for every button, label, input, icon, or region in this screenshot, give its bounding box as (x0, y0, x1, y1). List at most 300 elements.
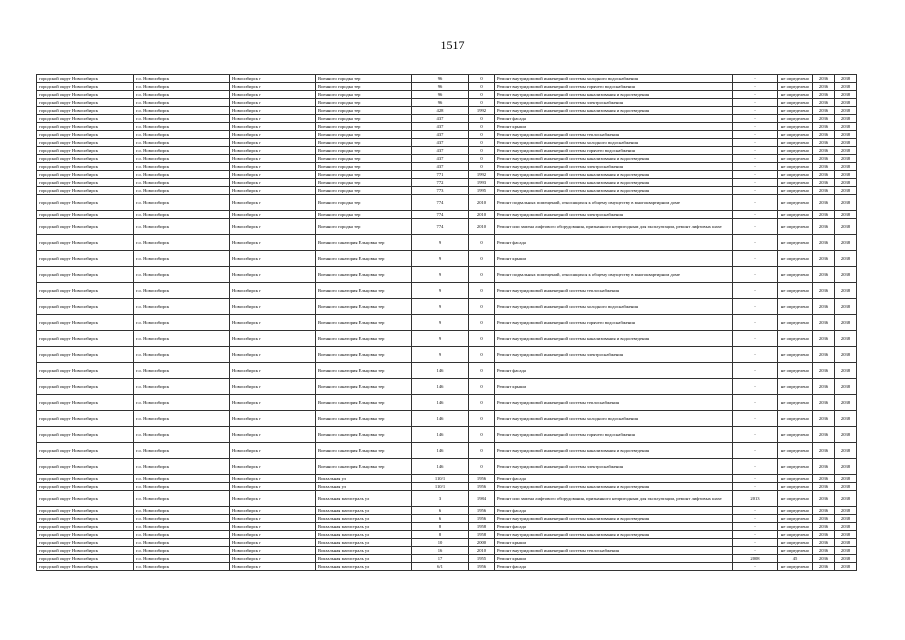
cell-street: Военного городка тер (316, 155, 412, 163)
cell-start-year: 2036 (813, 91, 835, 99)
cell-build-year: 2010 (469, 195, 495, 211)
cell-last-repair-year: - (733, 563, 778, 571)
cell-street: Военного городка тер (316, 195, 412, 211)
cell-last-repair-year: - (733, 531, 778, 539)
cell-end-year: 2038 (835, 531, 857, 539)
cell-work-type: Ремонт внутридомовой инженерной системы холодного водоснабжения (495, 299, 733, 315)
cell-end-year: 2038 (835, 347, 857, 363)
cell-start-year: 2036 (813, 131, 835, 139)
cell-work-type: Ремонт внутридомовой инженерной системы электроснабжения (495, 99, 733, 107)
cell-build-year: 1956 (469, 483, 495, 491)
cell-build-year: 0 (469, 83, 495, 91)
cell-start-year: 2036 (813, 251, 835, 267)
table-row (37, 83, 857, 91)
cell-last-repair-year: - (733, 139, 778, 147)
cell-last-repair-year: - (733, 219, 778, 235)
cell-end-year: 2038 (835, 443, 857, 459)
cell-build-year: 0 (469, 347, 495, 363)
cell-last-repair-year: - (733, 131, 778, 139)
cell-settlement: Новосибирск г (230, 195, 316, 211)
cell-street: Военного городка тер (316, 107, 412, 115)
cell-municipality: г.о. Новосибирск (134, 195, 230, 211)
cell-end-year: 2038 (835, 171, 857, 179)
cell-settlement: Новосибирск г (230, 163, 316, 171)
cell-work-type: Ремонт подвальных помещений, относящихся к общему имуществу в многоквартирном доме (495, 267, 733, 283)
cell-build-year: 0 (469, 75, 495, 83)
table-row (37, 163, 857, 171)
cell-settlement: Новосибирск г (230, 443, 316, 459)
cell-street: Военного городка тер (316, 163, 412, 171)
cell-municipal-district: городской округ Новосибирск (37, 131, 134, 139)
cell-municipality: г.о. Новосибирск (134, 563, 230, 571)
cell-municipal-district: городской округ Новосибирск (37, 411, 134, 427)
cell-street: Военного городка тер (316, 91, 412, 99)
cell-build-year: 2010 (469, 219, 495, 235)
cell-build-year: 0 (469, 395, 495, 411)
cell-municipality: г.о. Новосибирск (134, 523, 230, 531)
cell-house-number: 146 (412, 443, 469, 459)
table-row (37, 515, 857, 523)
cell-municipal-district: городской округ Новосибирск (37, 299, 134, 315)
table-row (37, 123, 857, 131)
cell-work-type: Ремонт внутридомовой инженерной системы теплоснабжения (495, 131, 733, 139)
cell-street: Военного городка тер (316, 75, 412, 83)
cell-build-year: 0 (469, 131, 495, 139)
cell-work-type: Ремонт внутридомовой инженерной системы электроснабжения (495, 163, 733, 171)
cell-end-year: 2038 (835, 187, 857, 195)
cell-start-year: 2036 (813, 347, 835, 363)
cell-house-number: 437 (412, 131, 469, 139)
cell-last-repair-year: - (733, 363, 778, 379)
cell-street: Военного городка тер (316, 171, 412, 179)
cell-house-number: 146 (412, 395, 469, 411)
cell-street: Военного санатория Ельцовка тер (316, 315, 412, 331)
cell-municipality: г.о. Новосибирск (134, 443, 230, 459)
cell-start-year: 2036 (813, 155, 835, 163)
cell-street: Военного городка тер (316, 131, 412, 139)
cell-work-type: Ремонт фасада (495, 235, 733, 251)
cell-build-year: 2000 (469, 539, 495, 547)
table-row (37, 315, 857, 331)
table-row (37, 187, 857, 195)
cell-municipality: г.о. Новосибирск (134, 115, 230, 123)
cell-cost: не определено (778, 331, 813, 347)
cell-settlement: Новосибирск г (230, 219, 316, 235)
cell-end-year: 2038 (835, 315, 857, 331)
cell-end-year: 2038 (835, 195, 857, 211)
cell-house-number: 6 (412, 515, 469, 523)
table-row (37, 131, 857, 139)
cell-street: Военного санатория Ельцовка тер (316, 379, 412, 395)
cell-settlement: Новосибирск г (230, 91, 316, 99)
cell-build-year: 1992 (469, 171, 495, 179)
cell-street: Военного санатория Ельцовка тер (316, 411, 412, 427)
cell-build-year: 0 (469, 147, 495, 155)
page-number: 1517 (440, 38, 465, 52)
cell-municipal-district: городской округ Новосибирск (37, 123, 134, 131)
table-row (37, 555, 857, 563)
cell-end-year: 2038 (835, 163, 857, 171)
cell-cost: не определено (778, 531, 813, 539)
cell-work-type: Ремонт внутридомовой инженерной системы канализования и водоотведения (495, 155, 733, 163)
cell-municipality: г.о. Новосибирск (134, 83, 230, 91)
cell-house-number: 96 (412, 75, 469, 83)
cell-municipality: г.о. Новосибирск (134, 91, 230, 99)
cell-end-year: 2038 (835, 523, 857, 531)
table-row (37, 563, 857, 571)
cell-last-repair-year: - (733, 115, 778, 123)
cell-street: Военного санатория Ельцовка тер (316, 443, 412, 459)
cell-municipal-district: городской округ Новосибирск (37, 379, 134, 395)
cell-start-year: 2036 (813, 531, 835, 539)
cell-settlement: Новосибирск г (230, 299, 316, 315)
cell-settlement: Новосибирск г (230, 347, 316, 363)
cell-house-number: 16 (412, 547, 469, 555)
cell-street: Военного санатория Ельцовка тер (316, 459, 412, 475)
cell-work-type: Ремонт внутридомовой инженерной системы электроснабжения (495, 347, 733, 363)
cell-cost: не определено (778, 155, 813, 163)
cell-cost: не определено (778, 547, 813, 555)
cell-settlement: Новосибирск г (230, 507, 316, 515)
cell-street: Военного санатория Ельцовка тер (316, 235, 412, 251)
cell-cost: не определено (778, 563, 813, 571)
cell-work-type: Ремонт крыши (495, 539, 733, 547)
cell-end-year: 2038 (835, 219, 857, 235)
cell-settlement: Новосибирск г (230, 539, 316, 547)
capital-repair-table (36, 74, 857, 571)
cell-settlement: Новосибирск г (230, 427, 316, 443)
cell-cost: не определено (778, 443, 813, 459)
cell-municipality: г.о. Новосибирск (134, 483, 230, 491)
cell-work-type: Ремонт фасада (495, 115, 733, 123)
cell-municipality: г.о. Новосибирск (134, 179, 230, 187)
cell-municipality: г.о. Новосибирск (134, 555, 230, 563)
cell-end-year: 2038 (835, 91, 857, 99)
table-body (37, 75, 857, 571)
cell-municipality: г.о. Новосибирск (134, 251, 230, 267)
cell-municipal-district: городской округ Новосибирск (37, 395, 134, 411)
table-row (37, 491, 857, 507)
cell-settlement: Новосибирск г (230, 83, 316, 91)
cell-work-type: Ремонт внутридомовой инженерной системы горячего водоснабжения (495, 83, 733, 91)
cell-municipal-district: городской округ Новосибирск (37, 99, 134, 107)
cell-street: Вокзальная магистраль ул (316, 563, 412, 571)
cell-street: Вокзальная магистраль ул (316, 539, 412, 547)
cell-start-year: 2036 (813, 443, 835, 459)
table-row (37, 379, 857, 395)
cell-end-year: 2038 (835, 131, 857, 139)
cell-municipality: г.о. Новосибирск (134, 155, 230, 163)
cell-cost: не определено (778, 171, 813, 179)
cell-municipal-district: городской округ Новосибирск (37, 163, 134, 171)
cell-cost: не определено (778, 179, 813, 187)
cell-cost: не определено (778, 83, 813, 91)
cell-house-number: 9 (412, 315, 469, 331)
cell-cost: не определено (778, 75, 813, 83)
table-row (37, 115, 857, 123)
cell-cost: не определено (778, 235, 813, 251)
cell-cost: не определено (778, 411, 813, 427)
cell-last-repair-year: - (733, 235, 778, 251)
cell-house-number: 772 (412, 179, 469, 187)
cell-municipality: г.о. Новосибирск (134, 131, 230, 139)
cell-street: Военного санатория Ельцовка тер (316, 347, 412, 363)
cell-work-type: Ремонт внутридомовой инженерной системы канализования и водоотведения (495, 515, 733, 523)
cell-work-type: Ремонт внутридомовой инженерной системы канализования и водоотведения (495, 483, 733, 491)
cell-settlement: Новосибирск г (230, 483, 316, 491)
cell-cost: не определено (778, 251, 813, 267)
cell-municipal-district: городской округ Новосибирск (37, 523, 134, 531)
cell-last-repair-year: - (733, 523, 778, 531)
cell-house-number: 17 (412, 555, 469, 563)
cell-house-number: 9 (412, 235, 469, 251)
cell-build-year: 0 (469, 283, 495, 299)
cell-settlement: Новосибирск г (230, 99, 316, 107)
cell-house-number: 774 (412, 195, 469, 211)
cell-end-year: 2038 (835, 363, 857, 379)
cell-house-number: 146 (412, 363, 469, 379)
cell-cost: не определено (778, 107, 813, 115)
table-row (37, 443, 857, 459)
cell-start-year: 2036 (813, 187, 835, 195)
cell-house-number: 437 (412, 163, 469, 171)
cell-municipal-district: городской округ Новосибирск (37, 531, 134, 539)
cell-cost: не определено (778, 139, 813, 147)
cell-work-type: Ремонт внутридомовой инженерной системы канализования и водоотведения (495, 187, 733, 195)
cell-cost: не определено (778, 363, 813, 379)
cell-start-year: 2036 (813, 139, 835, 147)
cell-build-year: 1956 (469, 515, 495, 523)
cell-work-type: Ремонт внутридомовой инженерной системы канализования и водоотведения (495, 443, 733, 459)
cell-municipal-district: городской округ Новосибирск (37, 187, 134, 195)
table-row (37, 507, 857, 515)
cell-municipality: г.о. Новосибирск (134, 475, 230, 483)
cell-settlement: Новосибирск г (230, 235, 316, 251)
cell-cost: не определено (778, 283, 813, 299)
cell-end-year: 2038 (835, 83, 857, 91)
cell-house-number: 8 (412, 531, 469, 539)
cell-last-repair-year: 2008 (733, 555, 778, 563)
table-row (37, 211, 857, 219)
cell-end-year: 2038 (835, 331, 857, 347)
cell-start-year: 2036 (813, 83, 835, 91)
cell-cost: не определено (778, 147, 813, 155)
cell-end-year: 2038 (835, 563, 857, 571)
cell-municipality: г.о. Новосибирск (134, 211, 230, 219)
cell-start-year: 2036 (813, 483, 835, 491)
table-row (37, 283, 857, 299)
table-row (37, 75, 857, 83)
table-row (37, 459, 857, 475)
cell-work-type: Ремонт крыши (495, 123, 733, 131)
cell-last-repair-year: - (733, 75, 778, 83)
cell-last-repair-year: - (733, 83, 778, 91)
cell-last-repair-year: - (733, 195, 778, 211)
cell-start-year: 2036 (813, 563, 835, 571)
cell-municipality: г.о. Новосибирск (134, 235, 230, 251)
cell-start-year: 2036 (813, 267, 835, 283)
cell-work-type: Ремонт внутридомовой инженерной системы горячего водоснабжения (495, 315, 733, 331)
cell-municipality: г.о. Новосибирск (134, 507, 230, 515)
cell-municipal-district: городской округ Новосибирск (37, 515, 134, 523)
cell-build-year: 1956 (469, 563, 495, 571)
cell-house-number: 428 (412, 107, 469, 115)
cell-last-repair-year: - (733, 171, 778, 179)
table-row (37, 483, 857, 491)
cell-cost: не определено (778, 195, 813, 211)
table-row (37, 411, 857, 427)
cell-street: Военного городка тер (316, 83, 412, 91)
cell-end-year: 2038 (835, 395, 857, 411)
cell-work-type: Ремонт внутридомовой инженерной системы холодного водоснабжения (495, 411, 733, 427)
cell-street: Военного санатория Ельцовка тер (316, 363, 412, 379)
cell-cost: не определено (778, 91, 813, 99)
cell-cost: не определено (778, 459, 813, 475)
cell-end-year: 2038 (835, 491, 857, 507)
cell-last-repair-year: - (733, 459, 778, 475)
cell-work-type: Ремонт внутридомовой инженерной системы холодного водоснабжения (495, 75, 733, 83)
cell-work-type: Ремонт внутридомовой инженерной системы канализования и водоотведения (495, 107, 733, 115)
cell-settlement: Новосибирск г (230, 115, 316, 123)
cell-municipality: г.о. Новосибирск (134, 379, 230, 395)
cell-last-repair-year: 2013 (733, 491, 778, 507)
cell-cost: не определено (778, 475, 813, 483)
cell-last-repair-year: - (733, 331, 778, 347)
cell-municipality: г.о. Новосибирск (134, 315, 230, 331)
cell-build-year: 0 (469, 379, 495, 395)
cell-work-type: Ремонт внутридомовой инженерной системы холодного водоснабжения (495, 139, 733, 147)
cell-municipality: г.о. Новосибирск (134, 299, 230, 315)
cell-municipal-district: городской округ Новосибирск (37, 539, 134, 547)
cell-start-year: 2036 (813, 235, 835, 251)
table-row (37, 523, 857, 531)
cell-house-number: 9 (412, 267, 469, 283)
cell-house-number: 9 (412, 283, 469, 299)
cell-settlement: Новосибирск г (230, 171, 316, 179)
cell-start-year: 2036 (813, 315, 835, 331)
cell-end-year: 2038 (835, 107, 857, 115)
cell-start-year: 2036 (813, 219, 835, 235)
cell-street: Вокзальная магистраль ул (316, 547, 412, 555)
cell-settlement: Новосибирск г (230, 547, 316, 555)
cell-last-repair-year: - (733, 267, 778, 283)
cell-start-year: 2036 (813, 123, 835, 131)
cell-end-year: 2038 (835, 123, 857, 131)
cell-start-year: 2036 (813, 523, 835, 531)
cell-work-type: Ремонт фасада (495, 563, 733, 571)
cell-work-type: Ремонт или замена лифтового оборудования, признанного непригодным для эксплуатации, ремонт лифтовых шахт (495, 219, 733, 235)
cell-municipal-district: городской округ Новосибирск (37, 235, 134, 251)
cell-start-year: 2036 (813, 379, 835, 395)
cell-build-year: 2010 (469, 547, 495, 555)
table-row (37, 219, 857, 235)
cell-last-repair-year: - (733, 155, 778, 163)
table-row (37, 299, 857, 315)
cell-municipal-district: городской округ Новосибирск (37, 115, 134, 123)
cell-municipality: г.о. Новосибирск (134, 99, 230, 107)
cell-house-number: 146 (412, 459, 469, 475)
cell-municipal-district: городской округ Новосибирск (37, 91, 134, 99)
cell-start-year: 2036 (813, 555, 835, 563)
cell-build-year: 1958 (469, 523, 495, 531)
cell-settlement: Новосибирск г (230, 123, 316, 131)
cell-start-year: 2036 (813, 107, 835, 115)
cell-start-year: 2036 (813, 195, 835, 211)
cell-cost: не определено (778, 99, 813, 107)
cell-start-year: 2036 (813, 411, 835, 427)
cell-last-repair-year: - (733, 163, 778, 171)
cell-end-year: 2038 (835, 99, 857, 107)
cell-house-number: 6/1 (412, 563, 469, 571)
cell-build-year: 0 (469, 235, 495, 251)
cell-work-type: Ремонт внутридомовой инженерной системы канализования и водоотведения (495, 91, 733, 99)
cell-build-year: 1955 (469, 555, 495, 563)
cell-start-year: 2036 (813, 507, 835, 515)
cell-build-year: 0 (469, 331, 495, 347)
cell-cost: не определено (778, 211, 813, 219)
cell-house-number: 96 (412, 99, 469, 107)
cell-cost: не определено (778, 515, 813, 523)
cell-cost: не определено (778, 187, 813, 195)
cell-work-type: Ремонт или замена лифтового оборудования, признанного непригодным для эксплуатации, ремонт лифтовых шахт (495, 491, 733, 507)
table-row (37, 179, 857, 187)
cell-settlement: Новосибирск г (230, 283, 316, 299)
table-row (37, 531, 857, 539)
cell-settlement: Новосибирск г (230, 531, 316, 539)
cell-house-number: 437 (412, 115, 469, 123)
cell-house-number: 146 (412, 411, 469, 427)
cell-cost: не определено (778, 539, 813, 547)
cell-settlement: Новосибирск г (230, 395, 316, 411)
cell-cost: не определено (778, 299, 813, 315)
table-row (37, 107, 857, 115)
cell-street: Военного городка тер (316, 139, 412, 147)
cell-end-year: 2038 (835, 515, 857, 523)
cell-work-type: Ремонт фасада (495, 523, 733, 531)
cell-municipal-district: городской округ Новосибирск (37, 155, 134, 163)
cell-end-year: 2038 (835, 147, 857, 155)
cell-municipal-district: городской округ Новосибирск (37, 267, 134, 283)
cell-house-number: 10 (412, 539, 469, 547)
cell-build-year: 0 (469, 91, 495, 99)
cell-municipality: г.о. Новосибирск (134, 107, 230, 115)
cell-end-year: 2038 (835, 115, 857, 123)
cell-settlement: Новосибирск г (230, 363, 316, 379)
cell-street: Военного городка тер (316, 99, 412, 107)
cell-municipal-district: городской округ Новосибирск (37, 219, 134, 235)
cell-municipality: г.о. Новосибирск (134, 331, 230, 347)
cell-start-year: 2036 (813, 283, 835, 299)
cell-last-repair-year: - (733, 147, 778, 155)
cell-start-year: 2036 (813, 539, 835, 547)
cell-build-year: 2010 (469, 211, 495, 219)
cell-build-year: 0 (469, 363, 495, 379)
cell-last-repair-year: - (733, 315, 778, 331)
table-row (37, 347, 857, 363)
cell-municipal-district: городской округ Новосибирск (37, 555, 134, 563)
cell-last-repair-year: - (733, 187, 778, 195)
cell-settlement: Новосибирск г (230, 315, 316, 331)
cell-settlement: Новосибирск г (230, 131, 316, 139)
table-row (37, 147, 857, 155)
cell-end-year: 2038 (835, 251, 857, 267)
cell-end-year: 2038 (835, 483, 857, 491)
cell-end-year: 2038 (835, 459, 857, 475)
cell-municipality: г.о. Новосибирск (134, 267, 230, 283)
cell-last-repair-year: - (733, 99, 778, 107)
cell-start-year: 2036 (813, 547, 835, 555)
table-row (37, 91, 857, 99)
